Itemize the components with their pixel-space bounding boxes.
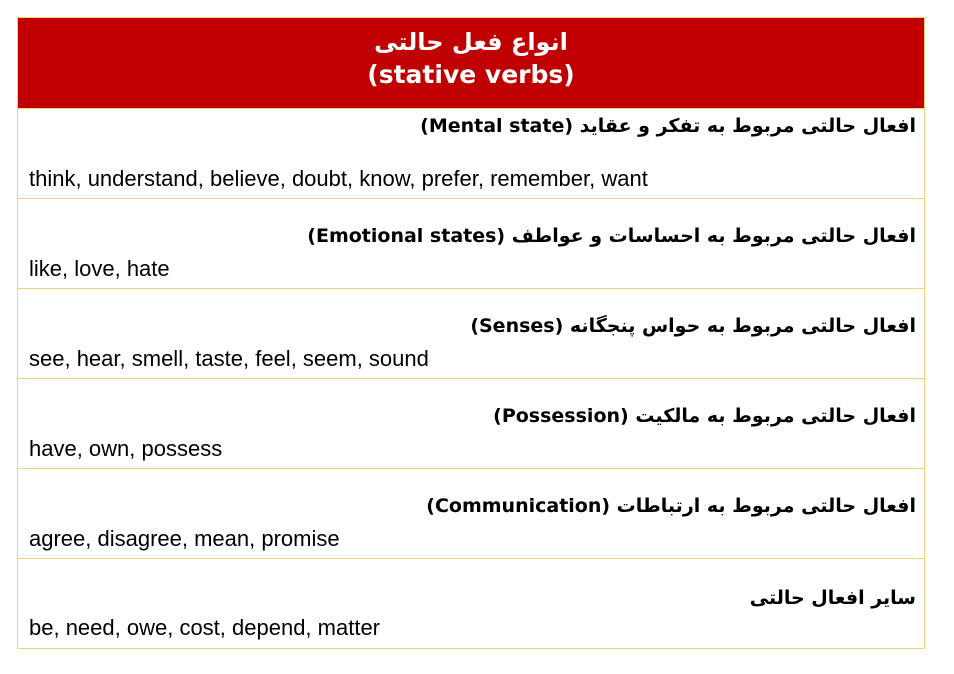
category-label: افعال حالتی مربوط به مالکیت (Possession) (493, 405, 916, 427)
table-row-other (18, 559, 924, 648)
table-row-communication (18, 469, 924, 559)
verb-list: see, hear, smell, taste, feel, seem, sound (29, 346, 429, 371)
header-title-persian: انواع فعل حالتی (374, 28, 568, 56)
table-header (18, 18, 924, 109)
stative-verbs-table (17, 17, 925, 649)
table-row-emotional-states (18, 199, 924, 289)
category-label: افعال حالتی مربوط به احساسات و عواطف (Emotional states) (307, 225, 916, 247)
category-label: افعال حالتی مربوط به حواس پنجگانه (Senses) (470, 315, 916, 337)
verb-list: think, understand, believe, doubt, know, prefer, remember, want (29, 166, 648, 191)
verb-list: agree, disagree, mean, promise (29, 526, 340, 551)
verb-list: like, love, hate (29, 256, 170, 281)
category-label: افعال حالتی مربوط به تفکر و عقاید (Mental state) (420, 115, 916, 137)
category-label: افعال حالتی مربوط به ارتباطات (Communication) (426, 495, 916, 517)
header-title-english: (stative verbs) (367, 60, 575, 89)
table-row-senses (18, 289, 924, 379)
verb-list: have, own, possess (29, 436, 223, 461)
table-row-possession (18, 379, 924, 469)
table-row-mental-state (18, 109, 924, 199)
category-label: سایر افعال حالتی (749, 587, 916, 609)
verb-list: be, need, owe, cost, depend, matter (29, 615, 381, 640)
